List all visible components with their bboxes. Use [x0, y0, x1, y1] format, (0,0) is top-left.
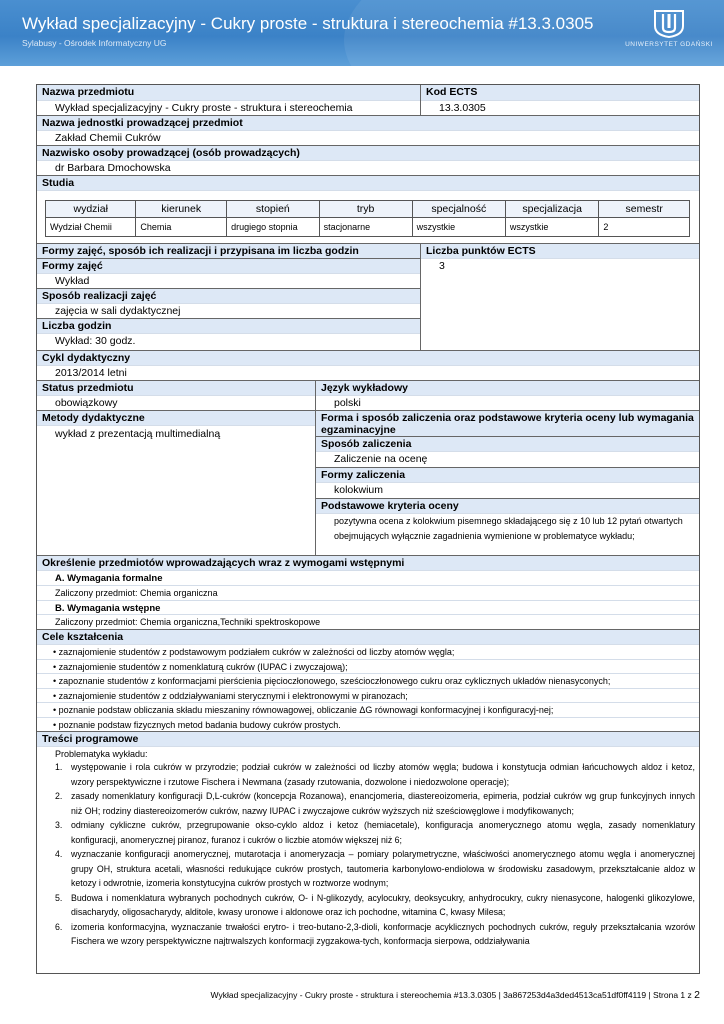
- godziny-label: Liczba godzin: [37, 318, 421, 333]
- studia-header: semestr: [599, 201, 690, 218]
- nazwa-label: Nazwa przedmiotu: [37, 85, 421, 100]
- osoba-label: Nazwisko osoby prowadzącej (osób prowadzących): [37, 145, 699, 160]
- divider: [420, 85, 421, 115]
- kryteria-label: Podstawowe kryteria oceny: [316, 498, 699, 513]
- godziny-value: Wykład: 30 godz.: [37, 333, 421, 350]
- list-item: 3. odmiany cykliczne cukrów, przegrupowanie okso-cyklo aldoz i ketoz (hemiacetale), konfiguracja anomerycznego atomu węgla, zasady nomenklatury konfiguracji, anomerycznej piranoz, furanoz i cukrów o liczbie atomów większej niż 6;: [55, 820, 695, 845]
- list-item: • poznanie podstaw obliczania składu mieszaniny równowagowej, obliczanie ΔG równowagi konformacyjnej i konfiguracyj-nej;: [37, 702, 699, 717]
- studia-header: specjalizacja: [505, 201, 598, 218]
- footer-text: Wykład specjalizacyjny - Cukry proste - struktura i stereochemia #13.3.0305 | 3a867253d4a3ded4513ca51df0ff4119 | Strona 1 z: [210, 990, 692, 1000]
- sposob-label: Sposób realizacji zajęć: [37, 288, 421, 303]
- forma-label: Forma i sposób zaliczenia oraz podstawowe kryteria oceny lub wymagania egzaminacyjne: [316, 410, 699, 436]
- table-row: [46, 218, 690, 237]
- studia-cell: Chemia: [136, 218, 227, 237]
- university-crest-icon: [652, 8, 686, 38]
- studia-cell: wszystkie: [412, 218, 505, 237]
- studia-label: Studia: [37, 175, 699, 190]
- page-title: Wykład specjalizacyjny - Cukry proste - struktura i stereochemia #13.3.0305: [22, 14, 594, 33]
- status-value: obowiązkowy: [37, 395, 316, 410]
- studia-header: specjalność: [412, 201, 505, 218]
- page-header-banner: [0, 0, 724, 66]
- university-logo: [624, 8, 714, 56]
- list-item: 2. zasady nomenklatury konfiguracji D,L-cukrów (koncepcja Rozanowa), enancjomeria, diastereoizomeria, epimeria, podział cukrów wg grup funkcyjnych innych niż OH; rodziny diastereoizomerów cukrów, nazwy IUPAC i zwyczajowe cukrów wyższych niż sześciowęglowe i modyfikowanych;: [55, 791, 695, 816]
- list-item: • zapoznanie studentów z konformacjami pierścienia pięcioczłonowego, sześcioczłonowego cukru oraz cyklicznych układów nienasyconych;: [37, 673, 699, 688]
- list-item: 4. wyznaczanie konfiguracji anomerycznej, mutarotacja i anomeryzacja – pomiary polarymetryczne, właściwości anomerycznego atomu węgla i anomerycznej grupy OH, struktura acetali, własności redukujące cukrów prostych, tautomeria karbonylowo-endiolowa w środowisku zasadowym, przekształcanie aldoz w ketozy i odwrotnie, izomeria konstytucyjna cukrów prostych w roztworze wodnym;: [55, 849, 695, 888]
- studia-cell: wszystkie: [505, 218, 598, 237]
- formy-zal-label: Formy zaliczenia: [316, 467, 699, 482]
- studia-cell: drugiego stopnia: [227, 218, 320, 237]
- page-footer: [211, 989, 700, 1001]
- nazwa-value: Wykład specjalizacyjny - Cukry proste - struktura i stereochemia: [37, 100, 421, 115]
- studia-cell: Wydział Chemii: [46, 218, 136, 237]
- kod-value: 13.3.0305: [421, 100, 699, 115]
- sposob-zal-label: Sposób zaliczenia: [316, 436, 699, 451]
- jezyk-value: polski: [316, 395, 699, 410]
- list-item: 5. Budowa i nomenklatura wybranych pochodnych cukrów, O- i N-glikozydy, acylocukry, deoksycukry, anhydrocukry, cukry nienasycone, halogenki glikozylowe, disacharydy, oligosacharydy, alditole, kwasy uronowe i aldonowe oraz ich pochodne, witamina C, kwasy Milesa;: [55, 892, 695, 917]
- problematyka-label: Problematyka wykładu:: [37, 746, 699, 760]
- wym-b-value: Zaliczony przedmiot: Chemia organiczna,Techniki spektroskopowe: [37, 614, 699, 629]
- studia-header: stopień: [227, 201, 320, 218]
- osoba-value: dr Barbara Dmochowska: [37, 160, 699, 175]
- list-item: • zaznajomienie studentów z oddziaływaniami sterycznymi i elektronowymi w piranozach;: [37, 688, 699, 703]
- kryteria-value: pozytywna ocena z kolokwium pisemnego składającego się z 10 lub 12 pytań otwartych obejmujących wyłącznie zagadnienia wymienione w problematyce wykładu;: [316, 513, 699, 555]
- okreslenie-label: Określenie przedmiotów wprowadzających wraz z wymogami wstępnymi: [37, 555, 699, 570]
- list-item: • poznanie podstaw fizycznych metod badania budowy cukrów prostych.: [37, 717, 699, 732]
- status-label: Status przedmiotu: [37, 380, 316, 395]
- wym-a-label: A. Wymagania formalne: [37, 570, 699, 585]
- wym-b-label: B. Wymagania wstępne: [37, 600, 699, 614]
- sposob-value: zajęcia w sali dydaktycznej: [37, 303, 421, 318]
- cele-label: Cele kształcenia: [37, 629, 699, 644]
- page-subtitle: Sylabusy - Ośrodek Informatyczny UG: [22, 38, 167, 48]
- footer-page-total: 2: [694, 989, 700, 1001]
- syllabus-document: [36, 84, 700, 974]
- studia-cell: stacjonarne: [319, 218, 412, 237]
- wym-a-value: Zaliczony przedmiot: Chemia organiczna: [37, 585, 699, 600]
- logo-text: UNIWERSYTET GDAŃSKI: [625, 41, 713, 48]
- studia-table: [45, 200, 690, 237]
- sposob-zal-value: Zaliczenie na ocenę: [316, 451, 699, 467]
- formy-zajec-label: Formy zajęć: [37, 258, 421, 273]
- formy-label: Formy zajęć, sposób ich realizacji i przypisana im liczba godzin: [37, 243, 421, 258]
- divider: [315, 380, 316, 555]
- studia-header: wydział: [46, 201, 136, 218]
- punkty-value: 3: [421, 258, 699, 350]
- list-item: 6. izomeria konformacyjna, wyznaczanie trwałości erytro- i treo-butano-2,3-dioli, konformacje acyklicznych pochodnych cukrów, reguły przekształcania wzorów Fischera we wzory perspektywiczne najtrwalszych konformacji zygzakowa-tych, konformacja sierpowa, oddziaływania: [55, 921, 695, 946]
- studia-header: tryb: [319, 201, 412, 218]
- list-item: 1. występowanie i rola cukrów w przyrodzie; podział cukrów w zależności od liczby atomów węgla; budowa i konstytucja odmian łańcuchowych aldoz i ketoz, wzory perspektywiczne i rzutowe Fischera i Newmana (zasady rzutowania, dozwolone i niedozwolone operacje);: [55, 762, 695, 787]
- formy-zal-value: kolokwium: [316, 482, 699, 498]
- formy-zajec-value: Wykład: [37, 273, 421, 288]
- metody-value: wykład z prezentacją multimedialną: [37, 425, 316, 555]
- metody-label: Metody dydaktyczne: [37, 410, 316, 425]
- studia-cell: 2: [599, 218, 690, 237]
- list-item: • zaznajomienie studentów z podstawowym podziałem cukrów w zależności od liczby atomów węgla;: [37, 644, 699, 659]
- list-item: • zaznajomienie studentów z nomenklaturą cukrów (IUPAC i zwyczajową);: [37, 659, 699, 674]
- tresci-list: [37, 760, 699, 949]
- cykl-label: Cykl dydaktyczny: [37, 350, 699, 365]
- jezyk-label: Język wykładowy: [316, 380, 699, 395]
- studia-header-row: [46, 201, 690, 218]
- cykl-value: 2013/2014 letni: [37, 365, 699, 380]
- kod-label: Kod ECTS: [421, 85, 699, 100]
- jednostka-label: Nazwa jednostki prowadzącej przedmiot: [37, 115, 699, 130]
- studia-header: kierunek: [136, 201, 227, 218]
- jednostka-value: Zakład Chemii Cukrów: [37, 130, 699, 145]
- tresci-label: Treści programowe: [37, 731, 699, 746]
- punkty-label: Liczba punktów ECTS: [421, 243, 699, 258]
- divider: [420, 243, 421, 350]
